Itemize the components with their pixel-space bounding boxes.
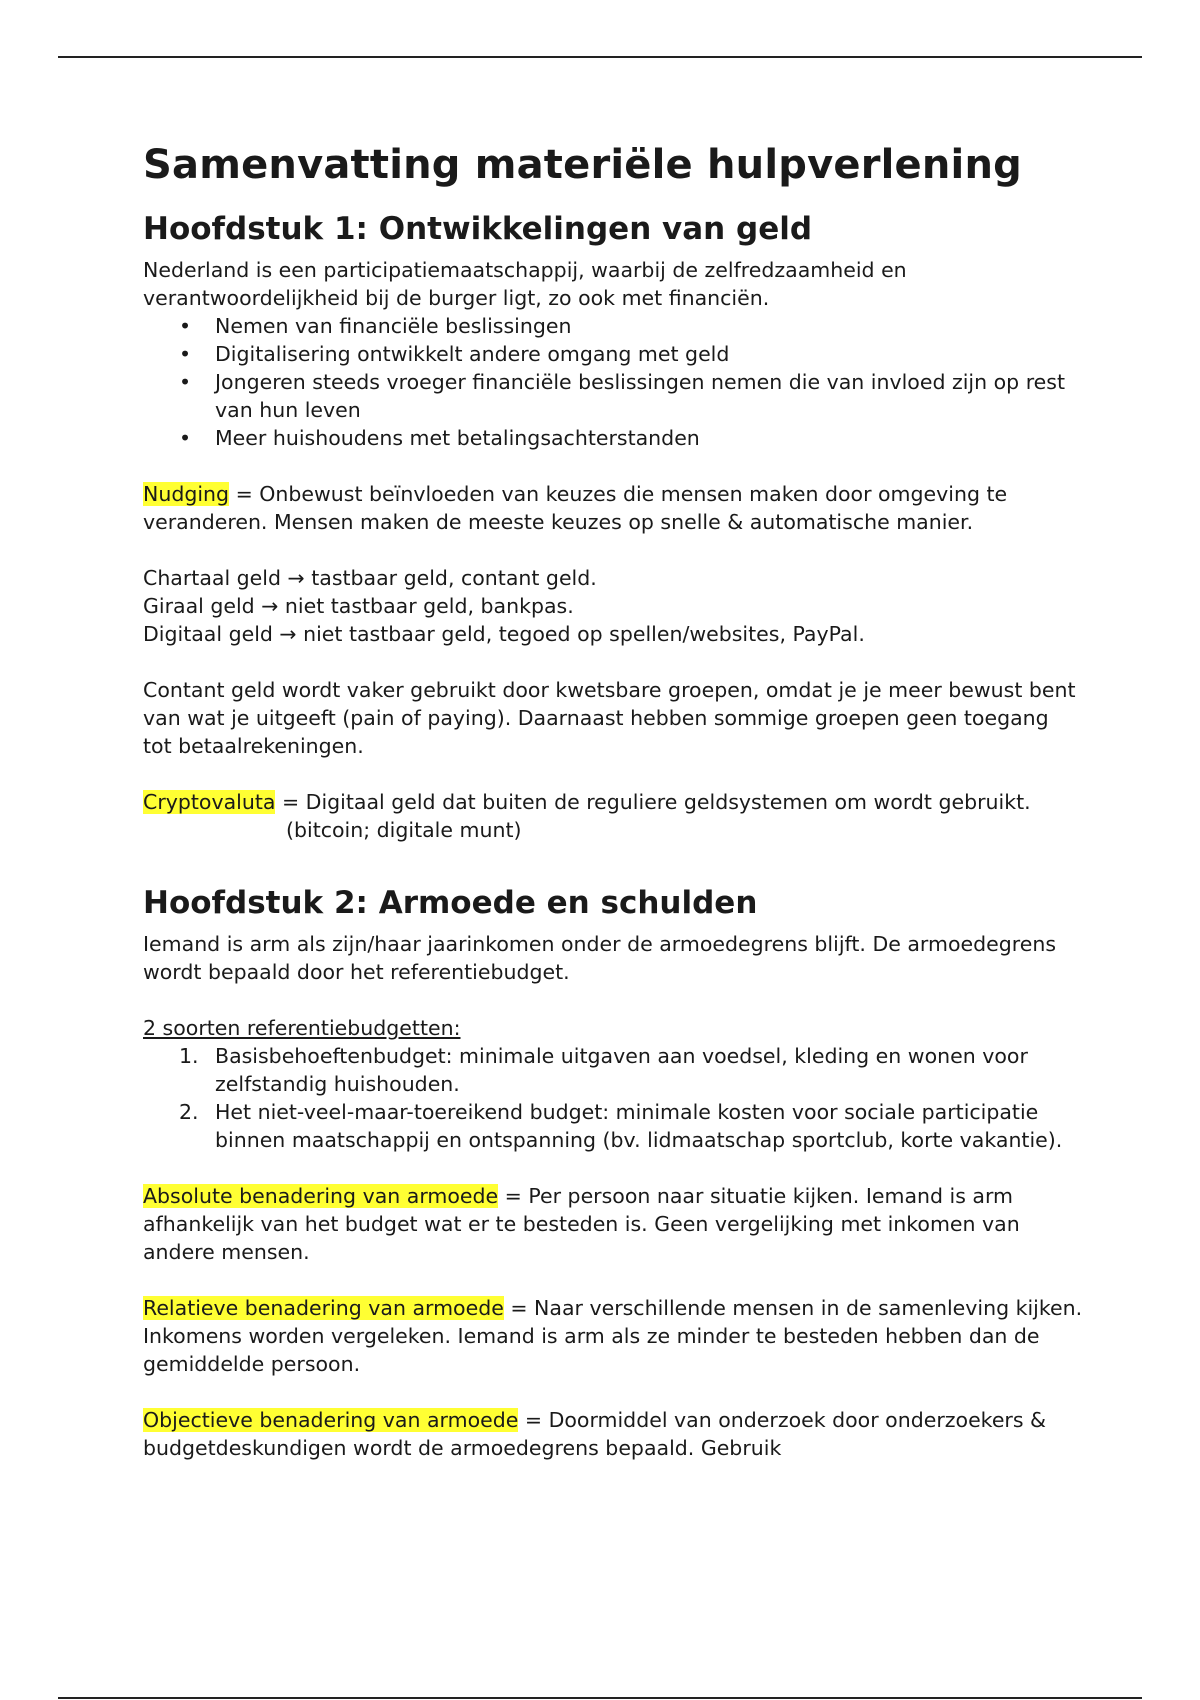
- highlighted-term: Nudging: [143, 482, 230, 506]
- objective-definition: [143, 1406, 1083, 1462]
- definition-text: = Digitaal geld dat buiten de reguliere geldsystemen om wordt gebruikt.: [275, 790, 1031, 814]
- definition-text: = Per persoon naar situatie kijken. Iemand is arm afhankelijk van het budget wat er te besteden is. Geen vergelijking met inkomen van andere mensen.: [143, 1184, 1020, 1264]
- highlighted-term: Cryptovaluta: [143, 790, 276, 814]
- list-item: 1. Basisbehoeftenbudget: minimale uitgaven aan voedsel, kleding en wonen voor zelfstandig huishouden.: [179, 1044, 1028, 1096]
- cash-paragraph: Contant geld wordt vaker gebruikt door kwetsbare groepen, omdat je je meer bewust bent van wat je uitgeeft (pain of paying). Daarnaast hebben sommige groepen geen toegang tot betaalrekeningen.: [143, 678, 1076, 758]
- highlighted-term: Relatieve benadering van armoede: [143, 1296, 504, 1320]
- chapter-2-heading: Hoofdstuk 2: Armoede en schulden: [143, 885, 758, 921]
- list-item: • Meer huishoudens met betalingsachterstanden: [215, 424, 1083, 452]
- definition-text: = Naar verschillende mensen in de samenleving kijken. Inkomens worden vergeleken. Iemand is arm als ze minder te besteden hebben dan de gemiddelde persoon.: [143, 1296, 1083, 1376]
- list-item: • Nemen van financiële beslissingen: [215, 312, 1083, 340]
- chapter-2-intro: Iemand is arm als zijn/haar jaarinkomen onder de armoedegrens blijft. De armoedegrens wordt bepaald door het referentiebudget.: [143, 932, 1057, 984]
- budget-types-heading: 2 soorten referentiebudgetten:: [143, 1016, 461, 1040]
- crypto-definition: [143, 788, 1083, 816]
- chapter-1-intro: Nederland is een participatiemaatschappij, waarbij de zelfredzaamheid en verantwoordelijkheid bij de burger ligt, zo ook met financiën.: [143, 258, 907, 310]
- relative-definition: [143, 1294, 1083, 1378]
- money-type-line: Chartaal geld → tastbaar geld, contant geld.: [143, 566, 597, 590]
- document-title: Samenvatting materiële hulpverlening: [143, 142, 1022, 188]
- crypto-example: (bitcoin; digitale munt): [286, 818, 522, 842]
- absolute-definition: [143, 1182, 1083, 1266]
- footer-rule: [58, 1697, 1142, 1699]
- document-page: [143, 138, 1083, 1462]
- money-type-line: Giraal geld → niet tastbaar geld, bankpas.: [143, 594, 574, 618]
- list-item: • Digitalisering ontwikkelt andere omgang met geld: [215, 340, 1083, 368]
- highlighted-term: Objectieve benadering van armoede: [143, 1408, 519, 1432]
- list-item: 2. Het niet-veel-maar-toereikend budget: minimale kosten voor sociale participatie binnen maatschappij en ontspanning (bv. lidmaatschap sportclub, korte vakantie).: [179, 1100, 1063, 1152]
- highlighted-term: Absolute benadering van armoede: [143, 1184, 499, 1208]
- chapter-1-bullet-list: [143, 312, 1083, 452]
- list-item: • Jongeren steeds vroeger financiële beslissingen nemen die van invloed zijn op rest van hun leven: [215, 368, 1083, 424]
- definition-text: = Onbewust beïnvloeden van keuzes die mensen maken door omgeving te veranderen. Mensen maken de meeste keuzes op snelle & automatische manier.: [143, 482, 1008, 534]
- money-type-line: Digitaal geld → niet tastbaar geld, tegoed op spellen/websites, PayPal.: [143, 622, 865, 646]
- budget-types-list: [143, 1042, 1083, 1154]
- chapter-1-heading: Hoofdstuk 1: Ontwikkelingen van geld: [143, 211, 813, 247]
- definition-text: = Doormiddel van onderzoek door onderzoekers & budgetdeskundigen wordt de armoedegrens bepaald. Gebruik: [143, 1408, 1047, 1460]
- nudging-definition: [143, 480, 1083, 536]
- header-rule: [58, 56, 1142, 58]
